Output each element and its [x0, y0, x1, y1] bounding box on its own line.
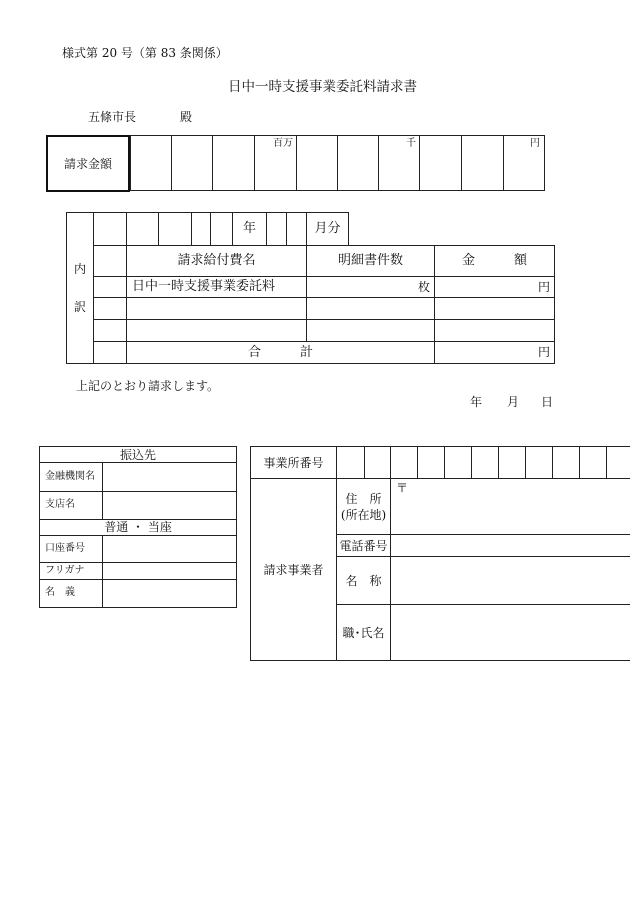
office-number-digit[interactable] [337, 447, 365, 479]
col-header-count: 明細書件数 [307, 245, 435, 277]
office-number-digit[interactable] [580, 447, 607, 479]
position-name-input[interactable] [391, 605, 630, 661]
office-number-digit[interactable] [445, 447, 472, 479]
amount-digit-cell[interactable] [297, 136, 338, 191]
holder-input[interactable] [103, 579, 237, 607]
amount-digit-cell[interactable] [213, 136, 255, 191]
row2-item[interactable] [127, 297, 307, 319]
amount-digit-cell[interactable] [420, 136, 462, 191]
address-label-sub: (所在地) [340, 507, 387, 522]
row-marker [94, 320, 127, 341]
side-label-wake: 訳 [73, 300, 86, 314]
breakdown-side-label [67, 213, 94, 364]
row3-count[interactable] [307, 320, 435, 341]
institution-label: 金融機関名 [40, 463, 103, 491]
period-cell[interactable] [192, 213, 211, 246]
date-month: 月 [507, 395, 520, 409]
row-marker [94, 245, 127, 277]
office-number-digit[interactable] [607, 447, 630, 479]
phone-label: 電話番号 [337, 535, 391, 557]
postal-mark: 〒 [396, 481, 409, 495]
total-label: 合 計 [127, 341, 435, 363]
date-year: 年 [470, 395, 483, 409]
furigana-label: フリガナ [40, 563, 103, 579]
address-label [337, 479, 391, 535]
address-input[interactable] [391, 479, 630, 535]
amount-digit-cell[interactable] [172, 136, 213, 191]
form-number: 様式第 20 号（第 83 条関係） [62, 46, 228, 60]
period-cell[interactable] [287, 213, 307, 246]
row2-amount[interactable] [435, 297, 555, 319]
row-marker [94, 277, 127, 297]
office-number-digit[interactable] [499, 447, 526, 479]
furigana-input[interactable] [103, 563, 237, 579]
page-title: 日中一時支援事業委託料請求書 [228, 79, 417, 95]
request-statement: 上記のとおり請求します。 [76, 379, 220, 393]
amount-digit-cell[interactable] [131, 136, 172, 191]
branch-input[interactable] [103, 491, 237, 519]
date-day: 日 [541, 395, 554, 409]
institution-input[interactable] [103, 463, 237, 491]
office-number-digit[interactable] [553, 447, 580, 479]
row3-amount[interactable] [435, 320, 555, 341]
amount-digit-cell[interactable] [338, 136, 379, 191]
branch-label: 支店名 [40, 491, 103, 519]
period-cell[interactable] [127, 213, 159, 246]
amount-digit-cell[interactable] [462, 136, 504, 191]
office-number-digit[interactable] [418, 447, 445, 479]
amount-label: 請求金額 [46, 135, 130, 192]
amount-digit-cell[interactable] [379, 136, 420, 191]
amount-digit-cell[interactable] [255, 136, 297, 191]
account-number-input[interactable] [103, 536, 237, 563]
side-label-uchi: 内 [73, 262, 86, 276]
amount-digit-cell[interactable] [504, 136, 545, 191]
period-cell[interactable] [211, 213, 233, 246]
row2-count[interactable] [307, 297, 435, 319]
office-number-digit[interactable] [365, 447, 391, 479]
account-type[interactable]: 普通 ・ 当座 [40, 519, 237, 535]
period-cell[interactable] [267, 213, 287, 246]
honorific: 殿 [180, 110, 193, 124]
office-number-label: 事業所番号 [251, 447, 337, 479]
address-label-main: 住 所 [345, 491, 382, 506]
phone-input[interactable] [391, 535, 630, 557]
period-cell[interactable] [159, 213, 192, 246]
account-number-label: 口座番号 [40, 536, 103, 563]
breakdown-table [66, 212, 555, 364]
row1-count-unit: 枚 [307, 277, 435, 297]
row-marker [94, 297, 127, 319]
total-unit: 円 [435, 341, 555, 363]
name-input[interactable] [391, 557, 630, 605]
row1-amount-unit: 円 [435, 277, 555, 297]
name-label: 名 称 [337, 557, 391, 605]
col-header-amount: 金 額 [435, 245, 555, 277]
holder-label: 名 義 [40, 579, 103, 607]
col-header-item: 請求給付費名 [127, 245, 307, 277]
office-number-digit[interactable] [472, 447, 499, 479]
unit-thousand: 千 [406, 138, 416, 149]
office-number-digit[interactable] [391, 447, 418, 479]
claimant-label: 請求事業者 [251, 479, 337, 661]
row3-item[interactable] [127, 320, 307, 341]
unit-million: 百万 [273, 138, 293, 149]
unit-yen: 円 [530, 138, 540, 149]
year-label: 年 [233, 213, 267, 246]
bank-header: 振込先 [40, 447, 237, 463]
row1-item: 日中一時支援事業委託料 [127, 277, 307, 297]
row-marker [94, 341, 127, 363]
position-name-label: 職･氏名 [337, 605, 391, 661]
addressee: 五條市長 [88, 110, 137, 124]
bank-table [39, 446, 237, 608]
provider-table [250, 446, 630, 661]
month-part-label: 月分 [307, 213, 349, 246]
period-cell[interactable] [94, 213, 127, 246]
office-number-digit[interactable] [526, 447, 553, 479]
